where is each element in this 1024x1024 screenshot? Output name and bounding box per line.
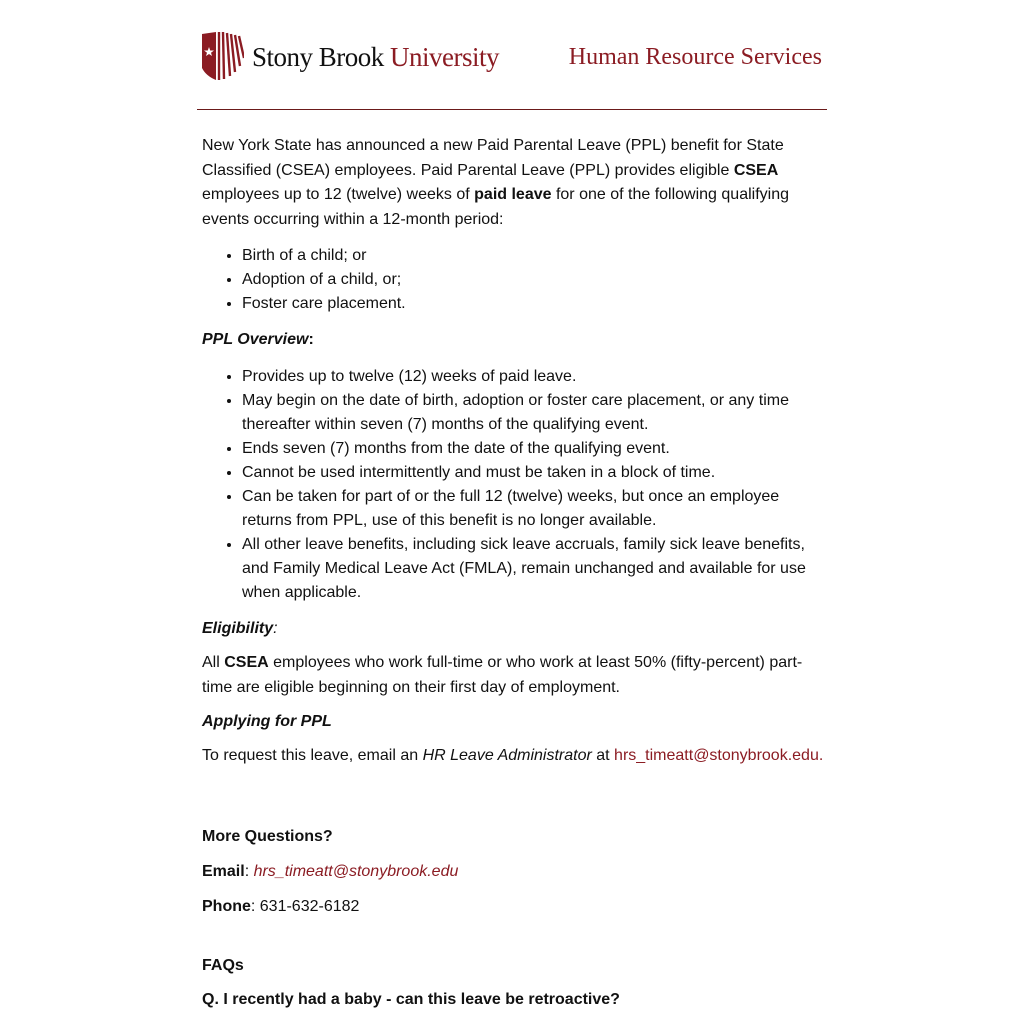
faq-question bbox=[202, 988, 824, 1012]
text: at bbox=[591, 747, 615, 764]
separator: : bbox=[244, 863, 254, 880]
list-item: • Can be taken for part of or the full 12 (twelve) weeks, but once an employee returns from PPL, use of this benefit is no longer available. bbox=[242, 485, 824, 533]
university-logo[interactable] bbox=[202, 32, 499, 82]
heading-text: FAQs bbox=[202, 957, 244, 974]
intro-paragraph bbox=[202, 134, 824, 232]
colon: : bbox=[308, 331, 314, 348]
eligibility-paragraph bbox=[202, 651, 824, 700]
period: . bbox=[818, 747, 824, 764]
text: New York State has announced a new Paid Parental Leave (PPL) benefit for State Classified (CSEA) employees. Paid Parental Leave (PPL) provides eligible bbox=[202, 137, 784, 179]
heading-text: Applying for PPL bbox=[202, 713, 332, 730]
heading-text: PPL Overview bbox=[202, 331, 309, 348]
overview-heading bbox=[202, 328, 824, 352]
eligibility-heading bbox=[202, 617, 824, 641]
heading-text: Eligibility bbox=[202, 620, 274, 637]
phone-number: 631-632-6182 bbox=[259, 898, 360, 915]
list-item: • Ends seven (7) months from the date of the qualifying event. bbox=[242, 437, 824, 461]
email-label: Email bbox=[202, 863, 245, 880]
list-item: • All other leave benefits, including sick leave accruals, family sick leave benefits, and Family Medical Leave Act (FMLA), remain unchanged and available for use when applicable. bbox=[242, 533, 824, 605]
bold-text: CSEA bbox=[224, 654, 269, 671]
list-item: • May begin on the date of birth, adoption or foster care placement, or any time thereafter within seven (7) months of the qualifying event. bbox=[242, 389, 824, 437]
list-item: • Foster care placement. bbox=[242, 292, 824, 316]
list-item: • Provides up to twelve (12) weeks of paid leave. bbox=[242, 365, 824, 389]
heading-text: More Questions? bbox=[202, 828, 333, 845]
bold-text: CSEA bbox=[733, 161, 779, 179]
shield-logo-icon bbox=[202, 32, 244, 82]
faqs-heading bbox=[202, 954, 824, 978]
email-line bbox=[202, 860, 824, 884]
email-link[interactable]: hrs_timeatt@stonybrook.edu bbox=[614, 747, 819, 764]
logo-text-university: University bbox=[390, 41, 500, 72]
text: All bbox=[202, 654, 225, 671]
phone-label: Phone bbox=[202, 898, 251, 915]
colon: : bbox=[273, 620, 278, 637]
list-item: • Cannot be used intermittently and must be taken in a block of time. bbox=[242, 461, 824, 485]
text: for one of the following qualifying events occurring within a 12-month period: bbox=[202, 186, 789, 228]
contact-email-link[interactable] bbox=[254, 863, 459, 880]
qualifying-events-list bbox=[202, 244, 824, 316]
logo-text-stony-brook: Stony Brook bbox=[252, 41, 384, 72]
text: To request this leave, email an bbox=[202, 747, 423, 764]
overview-list bbox=[202, 365, 824, 605]
text: employees who work full-time or who work at least 50% (fifty-percent) part-time are eligible beginning on their first day of employment. bbox=[202, 654, 803, 696]
applying-heading bbox=[202, 710, 824, 734]
email-text: hrs_timeatt@stonybrook.edu bbox=[253, 863, 459, 880]
header bbox=[197, 28, 827, 110]
department-title: Human Resource Services bbox=[568, 44, 822, 70]
list-item: • Adoption of a child, or; bbox=[242, 268, 824, 292]
bold-text: paid leave bbox=[474, 186, 552, 204]
phone-line bbox=[202, 895, 824, 919]
separator: : bbox=[250, 898, 260, 915]
text: employees up to 12 (twelve) weeks of bbox=[202, 186, 475, 204]
question-text: Q. I recently had a baby - can this leave be retroactive? bbox=[202, 991, 620, 1008]
applying-paragraph bbox=[202, 744, 824, 768]
list-item: • Birth of a child; or bbox=[242, 244, 824, 268]
questions-heading bbox=[202, 825, 824, 849]
italic-text: HR Leave Administrator bbox=[422, 747, 592, 764]
